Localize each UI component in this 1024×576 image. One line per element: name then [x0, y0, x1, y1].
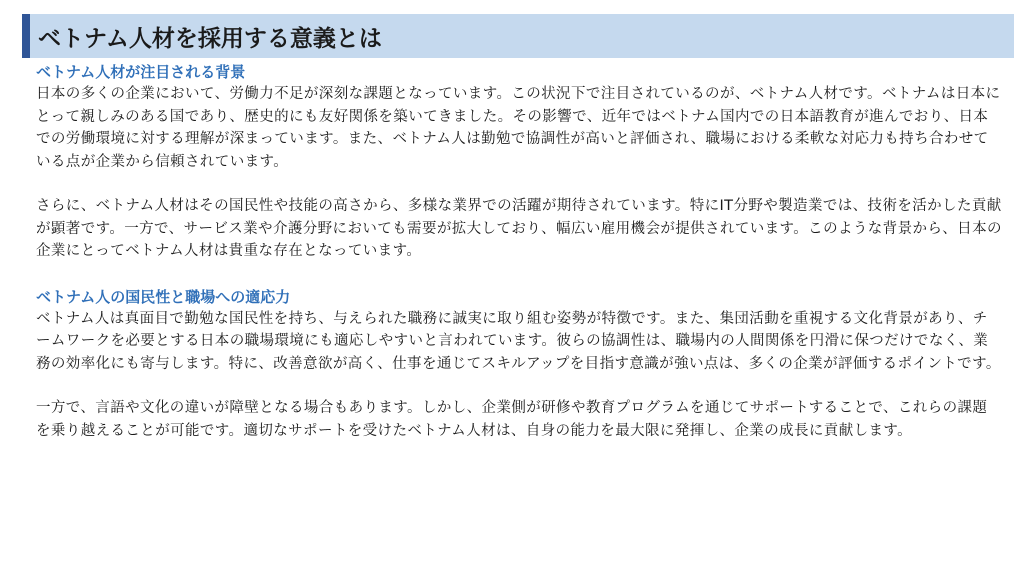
content-body	[36, 62, 1002, 442]
title-accent-bar	[22, 14, 30, 58]
page-title: ベトナム人材を採用する意義とは	[38, 26, 382, 52]
section-heading-national-character: ベトナム人の国民性と職場への適応力	[36, 287, 291, 306]
paragraph-background-2: さらに、ベトナム人材はその国民性や技能の高さから、多様な業界での活躍が期待されています。特にIT分野や製造業では、技術を活かした貢献が顕著です。一方で、サービス業や介護分野においても需要が拡大しており、幅広い雇用機会が提供されています。このような背景から、日本の企業にとってベトナム人材は貴重な存在となっています。	[36, 198, 1002, 259]
paragraph-national-character-2: 一方で、言語や文化の違いが障壁となる場合もあります。しかし、企業側が研修や教育プログラムを通じてサポートすることで、これらの課題を乗り越えることが可能です。適切なサポートを受けたベトナム人材は、自身の能力を最大限に発揮し、企業の成長に貢献します。	[36, 400, 988, 439]
paragraph-spacer	[36, 375, 1002, 397]
section-heading-background: ベトナム人材が注目される背景	[36, 63, 246, 81]
paragraph-spacer	[36, 173, 1002, 195]
paragraph-national-character-1: ベトナム人は真面目で勤勉な国民性を持ち、与えられた職務に誠実に取り組む姿勢が特徴です。また、集団活動を重視する文化背景があり、チームワークを必要とする日本の職場環境にも適応しやすいと言われています。彼らの協調性は、職場内の人間関係を円滑に保つだけでなく、業務の効率化にも寄与します。特に、改善意欲が高く、仕事を通じてスキルアップを目指す意識が強い点は、多くの企業が評価するポイントです。	[36, 310, 1001, 372]
section-spacer	[36, 263, 1002, 287]
title-bar	[22, 14, 1014, 58]
paragraph-background-1: 日本の多くの企業において、労働力不足が深刻な課題となっています。この状況下で注目されているのが、ベトナム人材です。ベトナムは日本にとって親しみのある国であり、歴史的にも友好関係を築いてきました。その影響で、近年ではベトナム国内での日本語教育が進んでおり、日本での労働環境に対する理解が深まっています。また、ベトナム人は勤勉で協調性が高いと評価され、職場における柔軟な対応力も持ち合わせている点が企業から信頼されています。	[36, 86, 1001, 170]
